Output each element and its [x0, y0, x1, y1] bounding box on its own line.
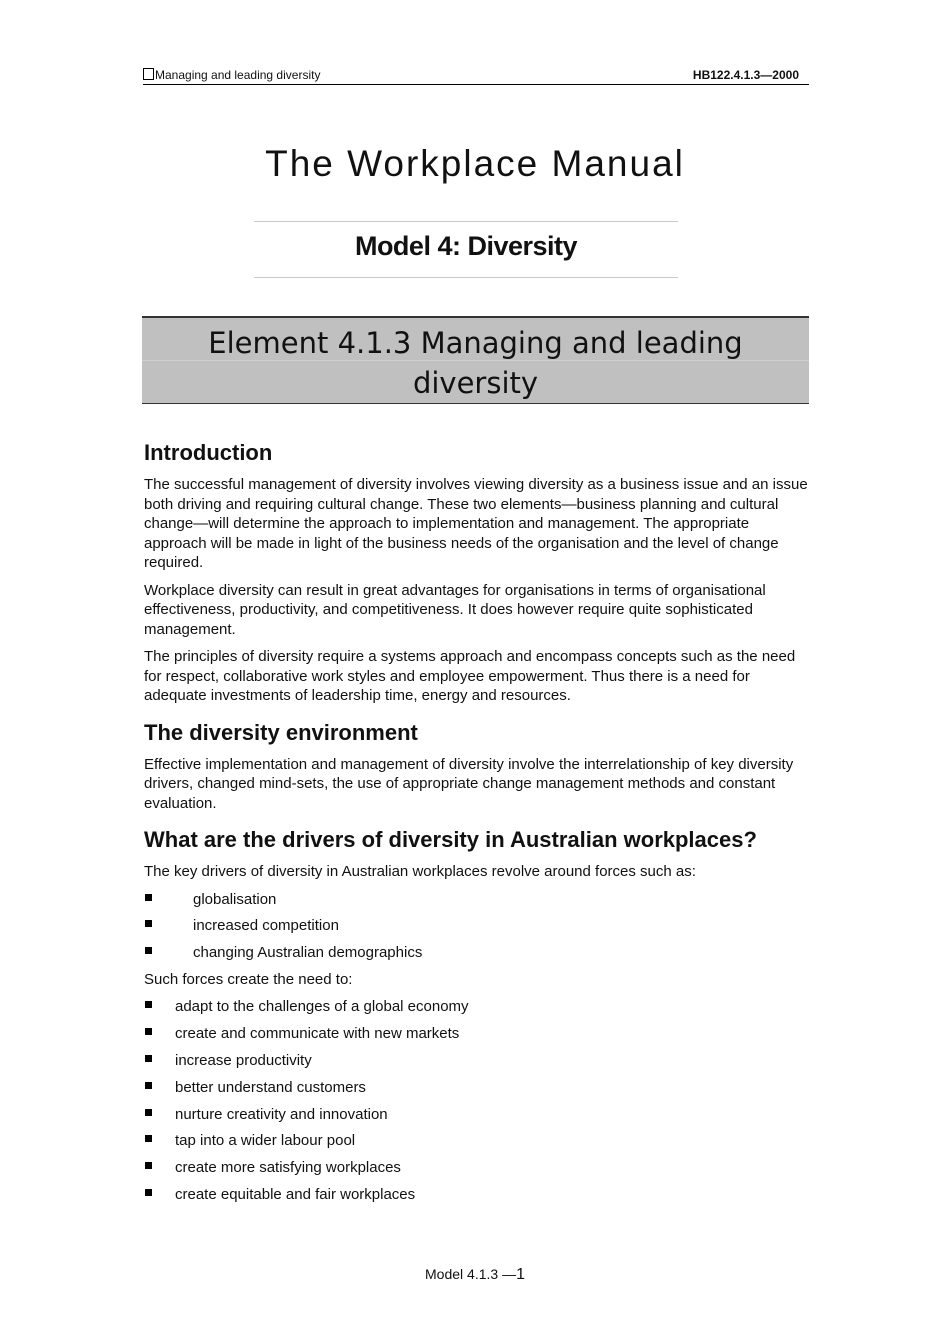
- section-introduction: [144, 440, 812, 706]
- list-item: [144, 916, 812, 935]
- header-left: [143, 68, 320, 82]
- list-item-text: better understand customers: [175, 1078, 366, 1096]
- intro-paragraph-2: Workplace diversity can result in great advantages for organisations in terms of organisational effectiveness, productivity, and competitiveness. It does however require quite sophisticated management.: [144, 581, 766, 638]
- list-item-text: globalisation: [193, 890, 277, 908]
- bullet-icon: [145, 1189, 152, 1196]
- list-item: [144, 1131, 812, 1150]
- bullet-icon: [145, 1001, 152, 1008]
- model-title: Model 4: Diversity: [354, 231, 578, 261]
- list-item: [144, 997, 812, 1016]
- page-number: 1: [516, 1266, 525, 1283]
- page-footer: [0, 1266, 950, 1284]
- needs-intro: Such forces create the need to:: [144, 970, 353, 988]
- drivers-intro: The key drivers of diversity in Australian workplaces revolve around forces such as:: [144, 863, 696, 880]
- bullet-icon: [145, 920, 152, 927]
- document-body: [144, 440, 812, 1212]
- bullet-icon: [145, 1135, 152, 1142]
- section-diversity-environment: [144, 720, 812, 814]
- bullet-icon: [145, 1109, 152, 1116]
- list-item: [144, 1158, 812, 1177]
- list-item: [144, 1105, 812, 1124]
- bullet-icon: [145, 1028, 152, 1035]
- heading-drivers: What are the drivers of diversity in Australian workplaces?: [144, 827, 757, 852]
- list-item: [144, 1024, 812, 1043]
- bullet-icon: [145, 1055, 152, 1062]
- page-title: The Workplace Manual: [265, 143, 685, 184]
- list-item: [144, 890, 812, 909]
- running-header: [143, 66, 809, 85]
- header-document-code: HB122.4.1.3—2000: [692, 68, 799, 82]
- bullet-icon: [145, 1162, 152, 1169]
- header-left-text: Managing and leading diversity: [155, 68, 321, 82]
- list-item-text: nurture creativity and innovation: [175, 1105, 388, 1123]
- list-item-text: tap into a wider labour pool: [175, 1132, 356, 1150]
- list-item-text: create equitable and fair workplaces: [175, 1185, 416, 1203]
- list-item-text: create and communicate with new markets: [175, 1025, 460, 1043]
- divider-bottom: [254, 277, 678, 278]
- environment-paragraph: Effective implementation and management of diversity involve the interrelationship of key diversity drivers, changed mind-sets, the use of appropriate change management methods and constant evaluation.: [144, 755, 794, 812]
- needs-list: [144, 997, 812, 1204]
- bullet-icon: [145, 894, 152, 901]
- heading-diversity-environment: The diversity environment: [144, 719, 418, 745]
- element-banner: [142, 316, 809, 404]
- list-item: [144, 1051, 812, 1070]
- list-item: [144, 1078, 812, 1097]
- list-item-text: adapt to the challenges of a global economy: [175, 998, 469, 1016]
- bullet-icon: [145, 947, 152, 954]
- element-title: Element 4.1.3 Managing and leading diversity: [208, 326, 743, 400]
- divider-top: [254, 221, 678, 222]
- list-item-text: changing Australian demographics: [193, 944, 423, 962]
- list-item: [144, 1185, 812, 1204]
- list-item: [144, 943, 812, 962]
- checkbox-glyph-icon: [143, 68, 154, 80]
- list-item-text: create more satisfying workplaces: [175, 1159, 401, 1177]
- intro-paragraph-3: The principles of diversity require a systems approach and encompass concepts such as the need for respect, collaborative work styles and employee empowerment. Thus there is a need for adequate investments of leadership time, energy and resources.: [144, 648, 796, 704]
- intro-paragraph-1: The successful management of diversity involves viewing diversity as a business issue and an issue both driving and requiring cultural change. These two elements—business planning and cultural change—will determine the approach to implementation and management. The appropriate approach will be made in light of the business needs of the organisation and the level of change required.: [144, 476, 808, 571]
- list-item-text: increase productivity: [175, 1051, 312, 1069]
- list-item-text: increased competition: [193, 917, 339, 935]
- forces-list: [144, 890, 812, 963]
- bullet-icon: [145, 1082, 152, 1089]
- section-drivers: [144, 827, 812, 1204]
- heading-introduction: Introduction: [144, 440, 273, 465]
- footer-label: Model 4.1.3 —: [425, 1266, 517, 1282]
